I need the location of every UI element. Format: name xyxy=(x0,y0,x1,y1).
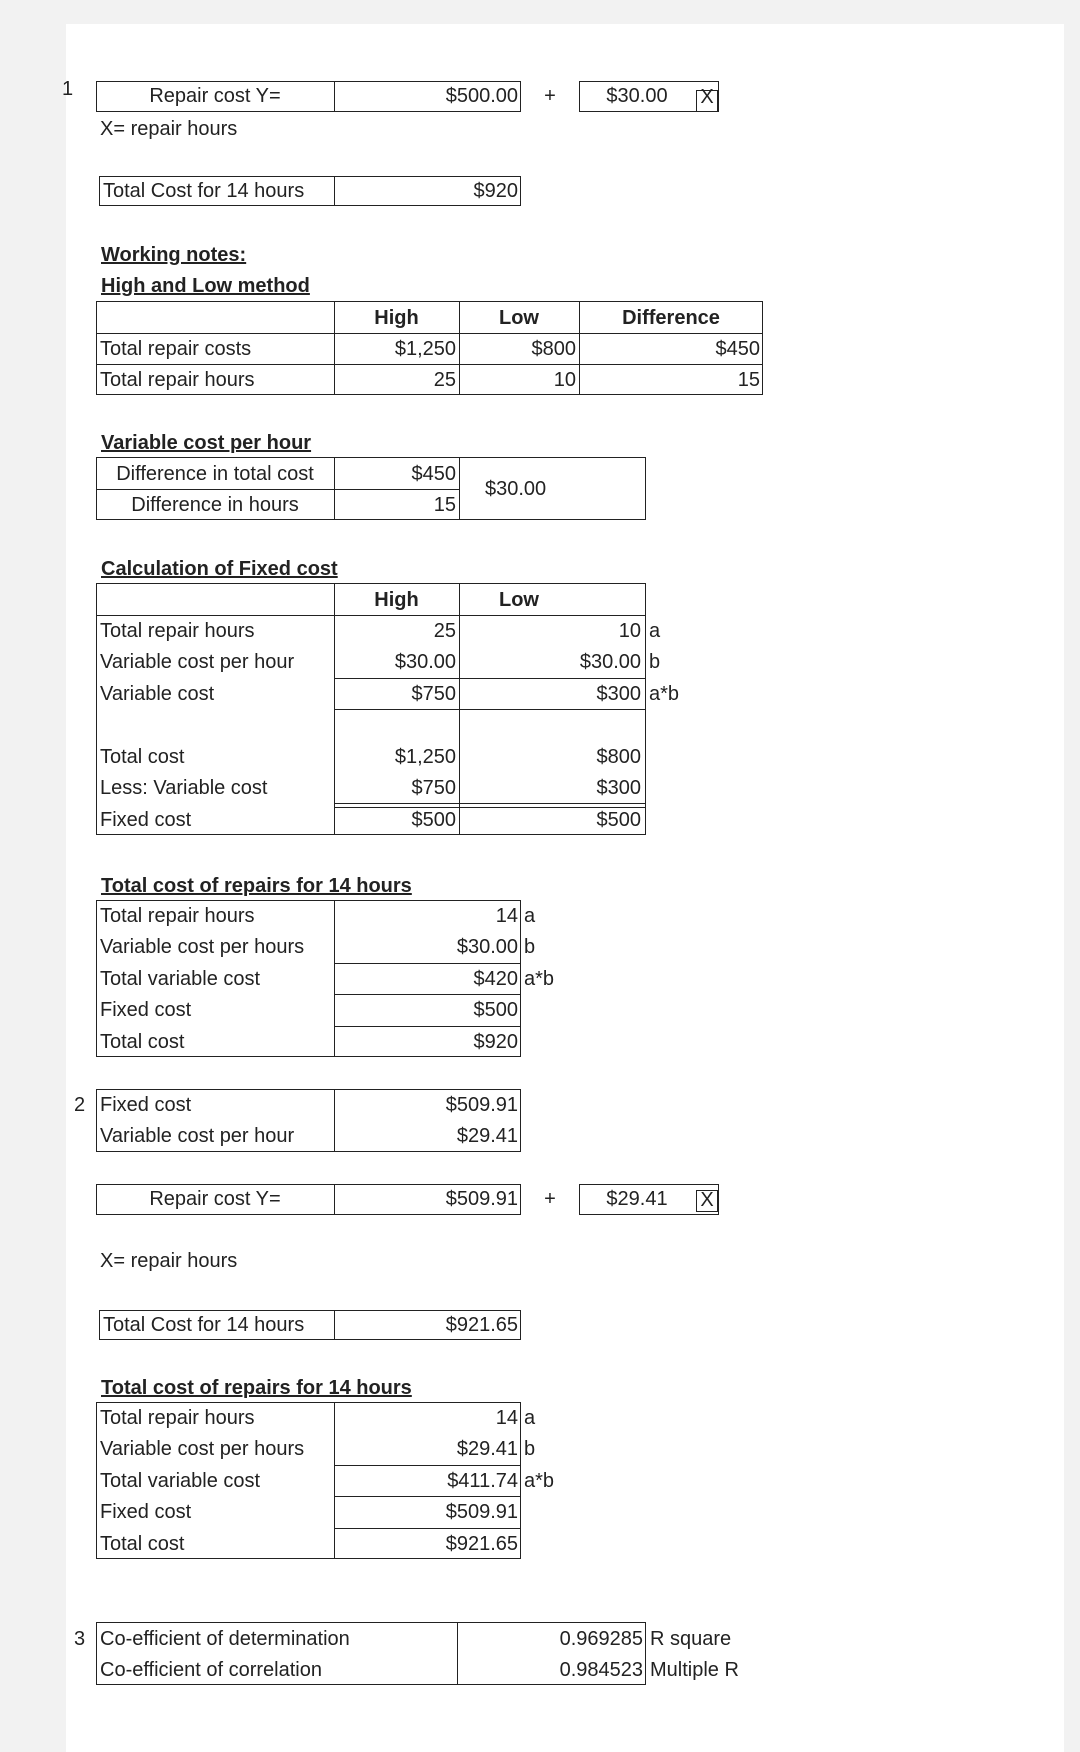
high-low-method-title: High and Low method xyxy=(101,275,310,297)
row-value: 14 xyxy=(495,905,518,927)
variable-cost-result: $30.00 xyxy=(485,478,547,500)
coefficient-determination-value: 0.969285 xyxy=(559,1628,643,1650)
row-label: Total repair hours xyxy=(100,369,255,391)
total-cost-value: $921.65 xyxy=(445,1314,518,1336)
row-value: $29.41 xyxy=(456,1438,518,1460)
header-high: High xyxy=(374,589,419,611)
difference-in-hours-label: Difference in hours xyxy=(131,494,299,516)
question-number-1: 1 xyxy=(62,78,74,100)
cell-difference: 15 xyxy=(737,369,760,391)
cell-difference: $450 xyxy=(715,338,760,360)
row-note: b xyxy=(524,1438,536,1460)
row-label: Less: Variable cost xyxy=(100,777,268,799)
q2-fixed-cost-value: $509.91 xyxy=(445,1094,518,1116)
row-value: $500 xyxy=(473,999,518,1021)
cell-low: 10 xyxy=(553,369,576,391)
row-value: $921.65 xyxy=(445,1533,518,1555)
row-label: Variable cost per hours xyxy=(100,936,305,958)
cell-low: $800 xyxy=(531,338,576,360)
cell-high: $30.00 xyxy=(394,651,456,673)
row-label: Fixed cost xyxy=(100,809,192,831)
cell-low: $300 xyxy=(596,777,641,799)
row-note: a xyxy=(649,620,661,642)
difference-in-total-cost-label: Difference in total cost xyxy=(116,463,314,485)
equation-fixed-value: $509.91 xyxy=(445,1188,518,1210)
row-label: Fixed cost xyxy=(100,999,192,1021)
row-label: Total cost xyxy=(100,746,185,768)
variable-cost-title: Variable cost per hour xyxy=(101,432,312,454)
row-value: $420 xyxy=(473,968,518,990)
question-number-2: 2 xyxy=(74,1094,86,1116)
row-value: $920 xyxy=(473,1031,518,1053)
equation-variable-value: $29.41 xyxy=(606,1188,668,1210)
total-cost-label: Total Cost for 14 hours xyxy=(103,1314,305,1336)
question-number-3: 3 xyxy=(74,1628,86,1650)
cell-high: 25 xyxy=(433,369,456,391)
coefficient-determination-label: Co-efficient of determination xyxy=(100,1628,350,1650)
r-square-note: R square xyxy=(650,1628,732,1650)
working-notes-title: Working notes: xyxy=(101,244,247,266)
cell-low: $30.00 xyxy=(579,651,641,673)
header-low: Low xyxy=(499,307,539,329)
row-label: Total variable cost xyxy=(100,968,261,990)
total-cost-label: Total Cost for 14 hours xyxy=(103,180,305,202)
equation-variable-value: $30.00 xyxy=(606,85,668,107)
row-value: $509.91 xyxy=(445,1501,518,1523)
row-label: Total repair hours xyxy=(100,905,255,927)
row-value: $30.00 xyxy=(456,936,518,958)
cell-low: 10 xyxy=(618,620,641,642)
total-cost-repairs-title-2: Total cost of repairs for 14 hours xyxy=(101,1377,412,1399)
row-label: Total repair hours xyxy=(100,1407,255,1429)
row-note: b xyxy=(649,651,661,673)
cell-high: $1,250 xyxy=(394,338,456,360)
row-label: Total variable cost xyxy=(100,1470,261,1492)
q2-variable-cost-value: $29.41 xyxy=(456,1125,518,1147)
cell-low: $800 xyxy=(596,746,641,768)
difference-in-total-cost-value: $450 xyxy=(411,463,456,485)
row-label: Variable cost per hours xyxy=(100,1438,305,1460)
row-note: a xyxy=(524,1407,536,1429)
total-cost-repairs-title-1: Total cost of repairs for 14 hours xyxy=(101,875,412,897)
row-label: Variable cost xyxy=(100,683,215,705)
coefficient-correlation-label: Co-efficient of correlation xyxy=(100,1659,322,1681)
cell-low: $300 xyxy=(596,683,641,705)
cell-high: $1,250 xyxy=(394,746,456,768)
row-note: b xyxy=(524,936,536,958)
fixed-cost-title: Calculation of Fixed cost xyxy=(101,558,338,580)
row-label: Total cost xyxy=(100,1031,185,1053)
spreadsheet-page xyxy=(62,24,1064,1752)
header-difference: Difference xyxy=(622,307,720,329)
row-value: $411.74 xyxy=(447,1470,518,1492)
x-definition: X= repair hours xyxy=(100,118,238,140)
plus-sign: + xyxy=(544,1188,556,1210)
coefficient-correlation-value: 0.984523 xyxy=(559,1659,643,1681)
q2-variable-cost-label: Variable cost per hour xyxy=(100,1125,295,1147)
row-label: Variable cost per hour xyxy=(100,651,295,673)
row-note: a*b xyxy=(524,1470,555,1492)
row-label: Total repair costs xyxy=(100,338,252,360)
header-high: High xyxy=(374,307,419,329)
equation-fixed-value: $500.00 xyxy=(445,85,518,107)
plus-sign: + xyxy=(544,85,556,107)
row-note: a*b xyxy=(524,968,555,990)
equation-label: Repair cost Y= xyxy=(149,1188,281,1210)
x-symbol: X xyxy=(700,1189,714,1211)
row-label: Fixed cost xyxy=(100,1501,192,1523)
header-low: Low xyxy=(499,589,539,611)
cell-high: $750 xyxy=(411,683,456,705)
row-value: 14 xyxy=(495,1407,518,1429)
row-note: a*b xyxy=(649,683,680,705)
row-label: Total repair hours xyxy=(100,620,255,642)
cell-high: $750 xyxy=(411,777,456,799)
cell-high: $500 xyxy=(411,809,456,831)
row-note: a xyxy=(524,905,536,927)
cell-high: 25 xyxy=(433,620,456,642)
total-cost-value: $920 xyxy=(473,180,518,202)
x-symbol: X xyxy=(700,86,714,108)
difference-in-hours-value: 15 xyxy=(433,494,456,516)
q2-fixed-cost-label: Fixed cost xyxy=(100,1094,192,1116)
equation-label: Repair cost Y= xyxy=(149,85,281,107)
x-definition: X= repair hours xyxy=(100,1250,238,1272)
row-label: Total cost xyxy=(100,1533,185,1555)
cell-low: $500 xyxy=(596,809,641,831)
multiple-r-note: Multiple R xyxy=(650,1659,739,1681)
